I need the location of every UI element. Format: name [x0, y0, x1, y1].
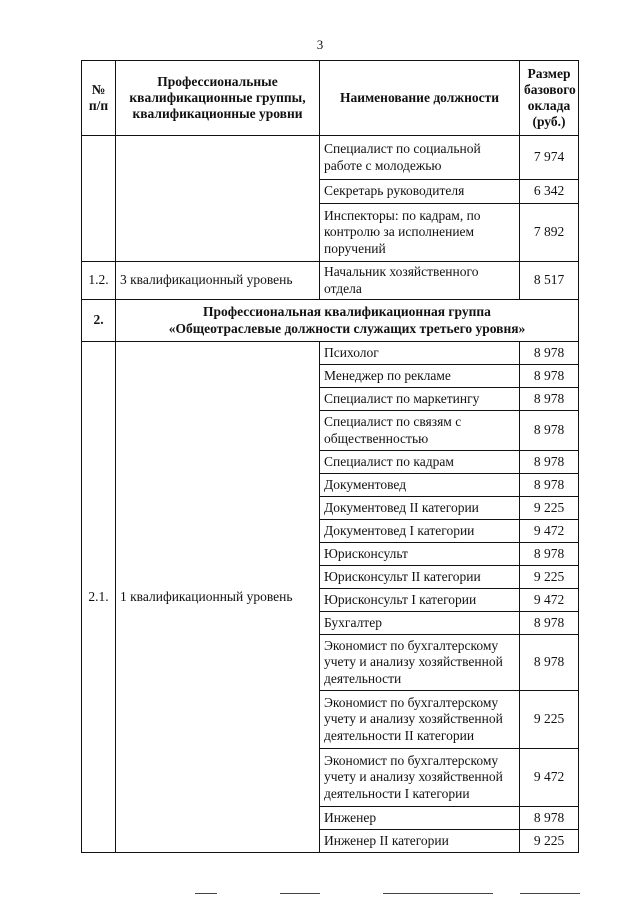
position-cell: Инженер II категории [320, 830, 520, 853]
table-header-row [82, 61, 579, 136]
page-number: 3 [316, 37, 324, 52]
position-cell: Документовед II категории [320, 497, 520, 520]
salary-cell: 8 517 [520, 262, 579, 300]
salary-cell: 8 978 [520, 543, 579, 566]
position-cell: Инженер [320, 807, 520, 830]
salary-cell: 9 225 [520, 497, 579, 520]
table-row [82, 136, 579, 180]
position-cell: Экономист по бухгалтерскому учету и анализу хозяйственной деятельности I категории [320, 749, 520, 807]
position-cell: Юрисконсульт [320, 543, 520, 566]
salary-cell: 9 225 [520, 566, 579, 589]
scan-artifact-line [280, 893, 320, 894]
section-title [116, 300, 579, 342]
scan-artifact-line [195, 893, 217, 894]
scan-artifact-line [383, 893, 493, 894]
position-cell: Экономист по бухгалтерскому учету и анализу хозяйственной деятельности [320, 635, 520, 691]
salary-cell: 8 978 [520, 411, 579, 451]
salary-cell: 8 978 [520, 451, 579, 474]
position-cell: Секретарь руководителя [320, 180, 520, 204]
position-cell: Начальник хозяйственного отдела [320, 262, 520, 300]
position-cell: Специалист по связям с общественностью [320, 411, 520, 451]
salary-cell: 9 225 [520, 691, 579, 749]
salary-cell: 8 978 [520, 342, 579, 365]
salary-cell: 8 978 [520, 635, 579, 691]
salary-cell: 9 472 [520, 520, 579, 543]
level-name: 3 квалификационный уровень [116, 262, 320, 300]
salary-table [81, 60, 579, 853]
salary-cell: 6 342 [520, 180, 579, 204]
salary-cell: 8 978 [520, 807, 579, 830]
position-cell: Юрисконсульт II категории [320, 566, 520, 589]
salary-cell: 8 978 [520, 474, 579, 497]
salary-cell: 7 974 [520, 136, 579, 180]
header-num: № п/п [82, 61, 116, 136]
salary-cell: 9 472 [520, 749, 579, 807]
table-row [82, 262, 579, 300]
level-name: 1 квалификационный уровень [116, 342, 320, 853]
position-cell: Бухгалтер [320, 612, 520, 635]
scan-artifact-line [520, 893, 580, 894]
position-cell: Юрисконсульт I категории [320, 589, 520, 612]
position-cell: Специалист по маркетингу [320, 388, 520, 411]
salary-cell: 7 892 [520, 204, 579, 262]
section-number: 2. [82, 300, 116, 342]
header-salary: Размер базового оклада (руб.) [520, 61, 579, 136]
position-cell: Документовед [320, 474, 520, 497]
position-cell: Психолог [320, 342, 520, 365]
position-cell: Менеджер по рекламе [320, 365, 520, 388]
section-title-line-1: Профессиональная квалификационная группа [203, 304, 491, 320]
empty-num-cell [82, 136, 116, 262]
header-position: Наименование должности [320, 61, 520, 136]
position-cell: Документовед I категории [320, 520, 520, 543]
section-title-line-2: «Общеотраслевые должности служащих третьего уровня» [168, 320, 526, 336]
salary-cell: 8 978 [520, 365, 579, 388]
salary-cell: 8 978 [520, 388, 579, 411]
salary-cell: 9 225 [520, 830, 579, 853]
level-number: 1.2. [82, 262, 116, 300]
header-group: Профессиональные квалификационные группы, квалификационные уровни [116, 61, 320, 136]
position-cell: Специалист по социальной работе с молодежью [320, 136, 520, 180]
level-number: 2.1. [82, 342, 116, 853]
position-cell: Специалист по кадрам [320, 451, 520, 474]
salary-cell: 8 978 [520, 612, 579, 635]
position-cell: Инспекторы: по кадрам, по контролю за исполнением поручений [320, 204, 520, 262]
section-row [82, 300, 579, 342]
position-cell: Экономист по бухгалтерскому учету и анализу хозяйственной деятельности II категории [320, 691, 520, 749]
empty-group-cell [116, 136, 320, 262]
table-row [82, 342, 579, 365]
salary-cell: 9 472 [520, 589, 579, 612]
